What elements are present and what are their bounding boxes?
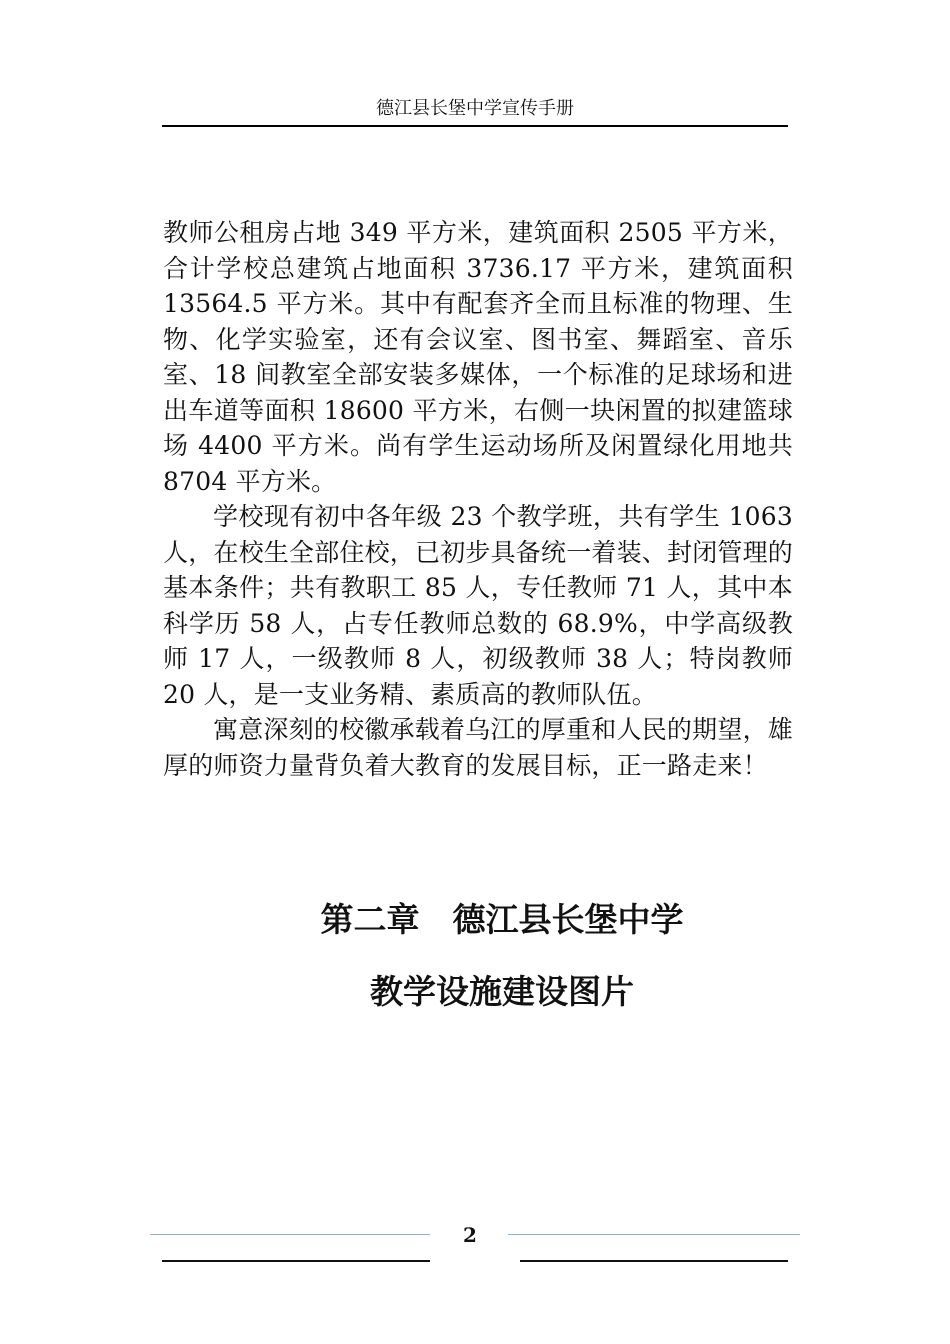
chapter-subheading: 教学设施建设图片 (370, 972, 634, 1011)
header-rule (162, 125, 788, 127)
body-text (163, 215, 793, 783)
paragraph-closing: 寓意深刻的校徽承载着乌江的厚重和人民的期望，雄厚的师资力量背负着大教育的发展目标，正一路走来！ (163, 715, 793, 780)
page-number: 2 (463, 1223, 477, 1247)
chapter-heading: 第二章 德江县长堡中学 (320, 900, 684, 939)
paragraph-facilities: 教师公租房占地 349 平方米，建筑面积 2505 平方米，合计学校总建筑占地面积 3736.17 平方米，建筑面积 13564.5 平方米。其中有配套齐全而且标准的物理、生物、化学实验室，还有会议室、图书室、舞蹈室、音乐室、18 间教室全部安装多媒体，一个标准的足球场和进出车道等面积 18600 平方米，右侧一块闲置的拟建篮球场 4400 平方米。尚有学生运动场所及闲置绿化用地共 8704 平方米。 (163, 218, 793, 496)
footer-rule-right-thick (520, 1260, 788, 1262)
paragraph-staff: 学校现有初中各年级 23 个教学班，共有学生 1063 人，在校生全部住校，已初步具备统一着装、封闭管理的基本条件；共有教职工 85 人，专任教师 71 人，其中本科学历 58 人，占专任教师总数的 68.9%，中学高级教师 17 人，一级教师 8 人，初级教师 38 人；特岗教师 20 人，是一支业务精、素质高的教师队伍。 (163, 502, 794, 709)
footer-rule-right-thin (508, 1234, 800, 1235)
header-title: 德江县长堡中学宣传手册 (376, 98, 574, 119)
footer-rule-left-thick (162, 1260, 430, 1262)
footer-rule-left-thin (150, 1234, 430, 1235)
